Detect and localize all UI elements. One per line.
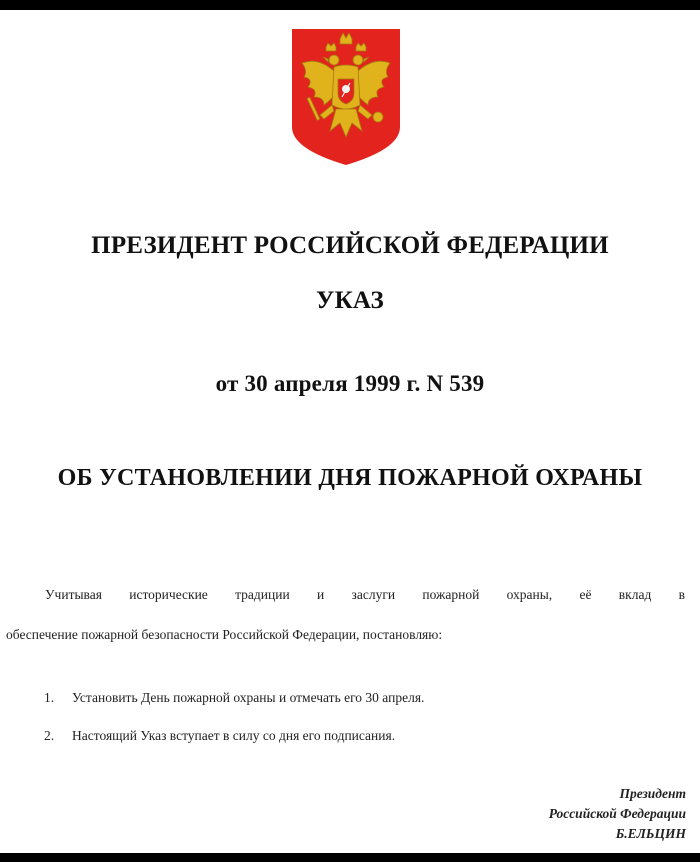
list-item bbox=[44, 728, 395, 744]
document-page bbox=[0, 10, 700, 853]
date-number-line: от 30 апреля 1999 г. N 539 bbox=[215, 371, 485, 396]
list-item-number: 2. bbox=[44, 728, 55, 743]
preamble-line-1: Учитывая исторические традиции и заслуги пожарной охраны, её вклад в bbox=[45, 587, 685, 602]
signature-organization: Российской Федерации bbox=[548, 806, 686, 821]
russian-coat-of-arms-icon bbox=[290, 27, 402, 167]
list-item-text: Настоящий Указ вступает в силу со дня его подписания. bbox=[72, 728, 396, 743]
signature-name: Б.ЕЛЬЦИН bbox=[615, 826, 686, 841]
decree-subject-title: ОБ УСТАНОВЛЕНИИ ДНЯ ПОЖАРНОЙ ОХРАНЫ bbox=[57, 465, 643, 491]
signature-block bbox=[549, 784, 686, 844]
preamble-line-2: обеспечение пожарной безопасности Российской Федерации, постановляю: bbox=[6, 627, 443, 642]
signature-title: Президент bbox=[619, 786, 686, 801]
issuer-heading: ПРЕЗИДЕНТ РОССИЙСКОЙ ФЕДЕРАЦИИ bbox=[91, 232, 609, 259]
list-item-text: Установить День пожарной охраны и отмечать его 30 апреля. bbox=[72, 690, 425, 705]
list-item bbox=[44, 690, 424, 706]
list-item-number: 1. bbox=[44, 690, 55, 705]
document-type-heading: УКАЗ bbox=[316, 287, 384, 314]
